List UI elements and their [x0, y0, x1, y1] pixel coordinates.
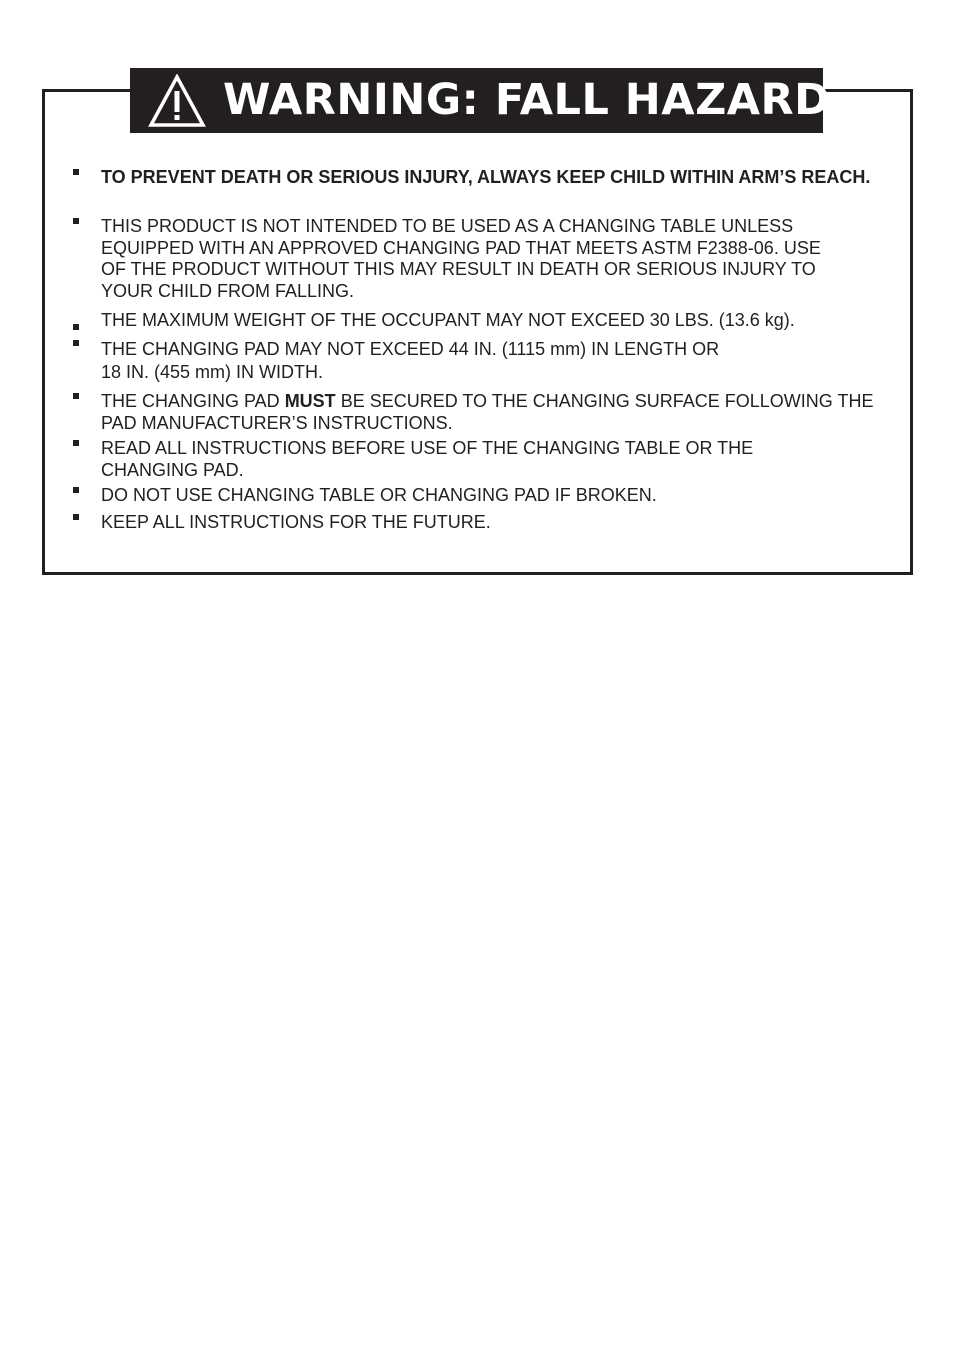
bullet-icon — [73, 393, 79, 399]
warning-title: WARNING: FALL HAZARD — [223, 75, 831, 125]
bullet-icon — [73, 487, 79, 493]
bullet-icon — [73, 514, 79, 520]
list-item — [101, 310, 901, 332]
item-text: TO PREVENT DEATH OR SERIOUS INJURY, ALWAYS KEEP CHILD WITHIN ARM’S REACH. — [101, 167, 871, 187]
list-item — [101, 167, 901, 189]
bullet-icon — [73, 440, 79, 446]
item-text-line1: THE CHANGING PAD MAY NOT EXCEED 44 IN. (1115 mm) IN LENGTH OR — [101, 339, 720, 359]
list-item — [101, 338, 901, 384]
list-item — [101, 512, 901, 534]
bullet-icon — [73, 169, 79, 175]
bullet-icon — [73, 218, 79, 224]
item-text-before: THE CHANGING PAD — [101, 391, 285, 411]
item-text-line2: 18 IN. (455 mm) IN WIDTH. — [101, 362, 324, 382]
item-text-emphasis: MUST — [284, 391, 336, 411]
item-text: READ ALL INSTRUCTIONS BEFORE USE OF THE CHANGING TABLE OR THE CHANGING PAD. — [101, 438, 754, 480]
list-item — [101, 391, 901, 434]
list-item — [101, 438, 831, 481]
bullet-icon — [73, 324, 79, 330]
item-text: DO NOT USE CHANGING TABLE OR CHANGING PAD IF BROKEN. — [101, 485, 657, 505]
bullet-icon — [73, 340, 79, 346]
list-item — [101, 485, 901, 507]
item-text: THIS PRODUCT IS NOT INTENDED TO BE USED AS A CHANGING TABLE UNLESS EQUIPPED WITH AN APPROVED CHANGING PAD THAT MEETS ASTM F2388-06. USE OF THE PRODUCT WITHOUT THIS MAY RESULT IN DEATH OR SERIOUS INJURY TO YOUR CHILD FROM FALLING. — [101, 216, 821, 301]
list-item — [101, 216, 846, 302]
warning-list — [0, 0, 954, 600]
item-text: KEEP ALL INSTRUCTIONS FOR THE FUTURE. — [101, 512, 491, 532]
item-text-after: BE SECURED TO THE CHANGING SURFACE FOLLOWING THE PAD MANUFACTURER’S INSTRUCTIONS. — [101, 391, 874, 433]
item-text: THE MAXIMUM WEIGHT OF THE OCCUPANT MAY NOT EXCEED 30 LBS. (13.6 kg). — [101, 310, 795, 330]
